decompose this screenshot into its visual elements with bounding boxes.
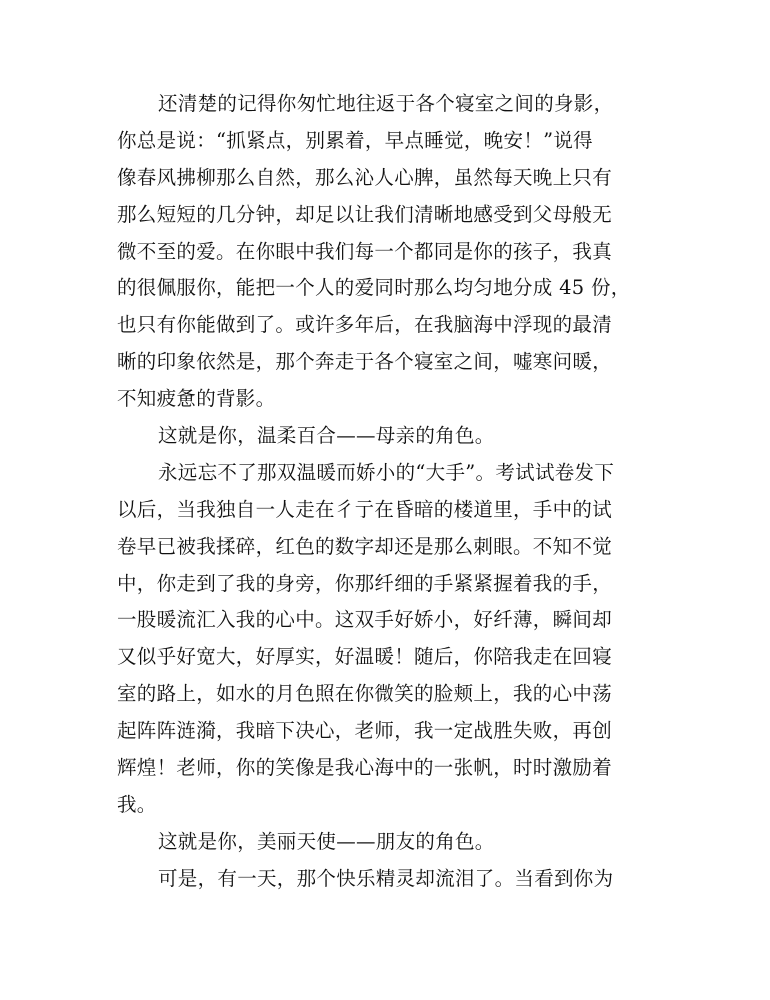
text-line: 可是，有一天，那个快乐精灵却流泪了。当看到你为 bbox=[158, 866, 614, 890]
text-line: 卷早已被我揉碎，红色的数字却还是那么刺眼。不知不觉 bbox=[117, 534, 613, 558]
text-line: 还清楚的记得你匆忙地往返于各个寝室之间的身影， bbox=[158, 92, 614, 115]
text-line: 微不至的爱。在你眼中我们每一个都同是你的孩子，我真 bbox=[117, 239, 613, 263]
text-line: 晰的印象依然是，那个奔走于各个寝室之间，嘘寒问暖， bbox=[117, 350, 613, 374]
text-line: 起阵阵涟漪，我暗下决心，老师，我一定战胜失败，再创 bbox=[117, 719, 613, 743]
essay-text bbox=[117, 86, 637, 898]
text-line: 这就是你，美丽天使——朋友的角色。 bbox=[158, 829, 495, 853]
text-line: 中，你走到了我的身旁，你那纤细的手紧紧握着我的手， bbox=[117, 571, 613, 595]
text-line: 的很佩服你，能把一个人的爱同时那么均匀地分成 45 份， bbox=[117, 276, 631, 300]
text-line: 一股暖流汇入我的心中。这双手好娇小，好纤薄，瞬间却 bbox=[117, 608, 613, 632]
text-line: 像春风拂柳那么自然，那么沁人心脾，虽然每天晚上只有 bbox=[117, 165, 613, 189]
text-line: 以后，当我独自一人走在彳亍在昏暗的楼道里，手中的试 bbox=[117, 497, 613, 521]
text-line: 不知疲惫的背影。 bbox=[117, 387, 276, 411]
text-line: 又似乎好宽大，好厚实，好温暖！随后，你陪我走在回寝 bbox=[117, 645, 613, 669]
text-line: 你总是说：“抓紧点，别累着，早点睡觉，晚安！”说得 bbox=[117, 128, 593, 152]
text-line: 永远忘不了那双温暖而娇小的“大手”。考试试卷发下 bbox=[158, 460, 615, 484]
text-line: 辉煌！老师，你的笑像是我心海中的一张帆，时时激励着 bbox=[117, 756, 613, 780]
text-line: 也只有你能做到了。或许多年后，在我脑海中浮现的最清 bbox=[117, 313, 613, 337]
text-line: 这就是你，温柔百合——母亲的角色。 bbox=[158, 424, 495, 448]
text-line: 那么短短的几分钟，却足以让我们清晰地感受到父母般无 bbox=[117, 202, 613, 226]
text-line: 室的路上，如水的月色照在你微笑的脸颊上，我的心中荡 bbox=[117, 682, 613, 706]
text-line: 我。 bbox=[117, 792, 157, 816]
